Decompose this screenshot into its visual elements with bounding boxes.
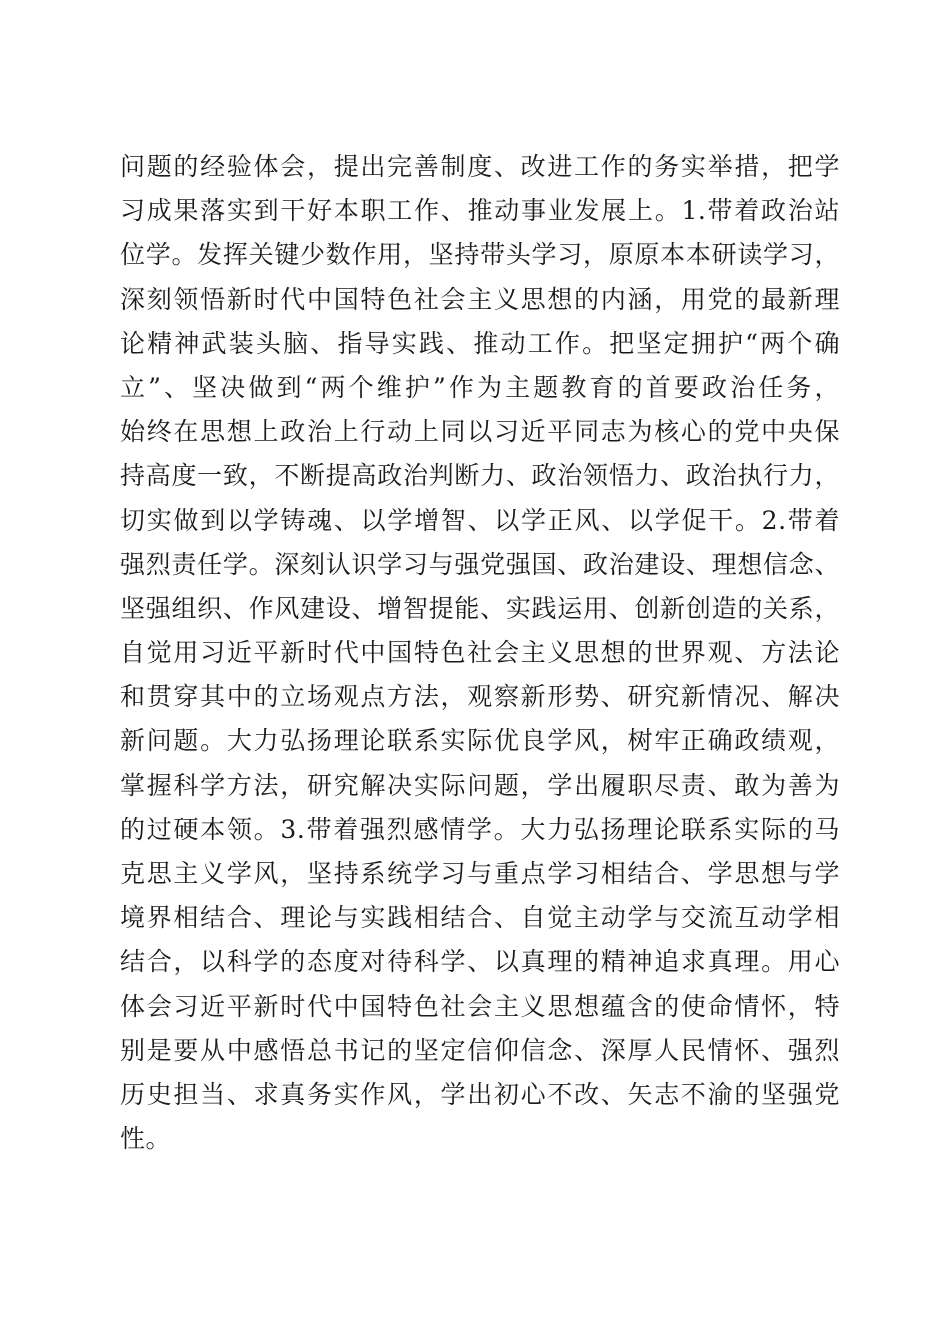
text-line: 结合，以科学的态度对待科学、以真理的精神追求真理。用心 bbox=[120, 947, 840, 977]
text-line: 别是要从中感悟总书记的坚定信仰信念、深厚人民情怀、强烈 bbox=[120, 1035, 840, 1065]
text-line: 性。 bbox=[120, 1124, 172, 1154]
text-line: 位学。发挥关键少数作用，坚持带头学习，原原本本研读学习， bbox=[120, 240, 840, 270]
text-line: 深刻领悟新时代中国特色社会主义思想的内涵，用党的最新理 bbox=[120, 284, 840, 314]
text-line: 坚强组织、作风建设、增智提能、实践运用、创新创造的关系， bbox=[120, 593, 840, 623]
text-line: 的过硬本领。3.带着强烈感情学。大力弘扬理论联系实际的马 bbox=[120, 814, 840, 844]
text-line: 和贯穿其中的立场观点方法，观察新形势、研究新情况、解决 bbox=[120, 682, 840, 712]
text-line: 新问题。大力弘扬理论联系实际优良学风，树牢正确政绩观， bbox=[120, 726, 840, 756]
text-line: 始终在思想上政治上行动上同以习近平同志为核心的党中央保 bbox=[120, 417, 840, 447]
text-line: 自觉用习近平新时代中国特色社会主义思想的世界观、方法论 bbox=[120, 638, 840, 668]
text-line: 历史担当、求真务实作风，学出初心不改、矢志不渝的坚强党 bbox=[120, 1079, 840, 1109]
text-line: 论精神武装头脑、指导实践、推动工作。把坚定拥护“两个确 bbox=[120, 328, 840, 358]
text-line: 问题的经验体会，提出完善制度、改进工作的务实举措，把学 bbox=[120, 152, 840, 181]
text-line: 切实做到以学铸魂、以学增智、以学正风、以学促干。2.带着 bbox=[120, 505, 840, 535]
text-line: 体会习近平新时代中国特色社会主义思想蕴含的使命情怀，特 bbox=[120, 991, 840, 1021]
text-line: 掌握科学方法，研究解决实际问题，学出履职尽责、敢为善为 bbox=[120, 770, 840, 800]
text-line: 境界相结合、理论与实践相结合、自觉主动学与交流互动学相 bbox=[120, 903, 840, 933]
text-line: 习成果落实到干好本职工作、推动事业发展上。1.带着政治站 bbox=[120, 196, 840, 226]
text-line: 立”、坚决做到“两个维护”作为主题教育的首要政治任务， bbox=[120, 372, 840, 402]
body-paragraph bbox=[120, 145, 840, 1161]
text-line: 强烈责任学。深刻认识学习与强党强国、政治建设、理想信念、 bbox=[120, 549, 840, 579]
text-line: 持高度一致，不断提高政治判断力、政治领悟力、政治执行力， bbox=[120, 461, 840, 491]
text-line: 克思主义学风，坚持系统学习与重点学习相结合、学思想与学 bbox=[120, 859, 840, 888]
